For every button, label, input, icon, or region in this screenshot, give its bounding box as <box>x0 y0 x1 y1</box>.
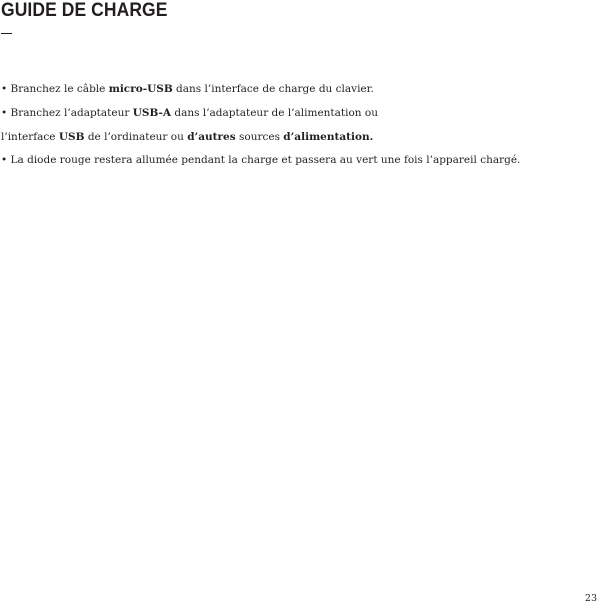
instruction-keyword-micro-usb: micro-USB <box>108 83 173 95</box>
instruction-text: de l’ordinateur ou <box>84 131 188 143</box>
instruction-text: La diode rouge restera allumée pendant la charge et passera au vert une fois l’appareil chargé. <box>10 154 521 166</box>
instruction-keyword-alimentation: d’alimentation. <box>283 131 374 143</box>
page-number: 23 <box>584 593 597 604</box>
instruction-text: Branchez l’adaptateur <box>10 107 133 119</box>
instruction-text: l’interface <box>1 131 59 143</box>
instruction-line-1 <box>1 82 374 96</box>
bullet: • <box>1 83 11 95</box>
instruction-keyword-usb: USB <box>58 131 85 143</box>
instruction-line-2-continued <box>1 130 373 144</box>
instruction-text: dans l’adaptateur de l’alimentation ou <box>171 107 378 119</box>
instruction-text: dans l’interface de charge du clavier. <box>172 83 374 95</box>
instruction-line-3 <box>1 153 520 167</box>
instruction-keyword-usb-a: USB-A <box>132 107 172 119</box>
bullet: • <box>1 154 11 166</box>
instruction-text: Branchez le câble <box>10 83 109 95</box>
instruction-keyword-autres: d’autres <box>187 131 236 143</box>
instruction-line-2 <box>1 106 378 120</box>
instruction-text: sources <box>235 131 284 143</box>
bullet: • <box>1 107 11 119</box>
page-title: GUIDE DE CHARGE <box>1 0 168 21</box>
title-underline-rule <box>1 33 12 34</box>
